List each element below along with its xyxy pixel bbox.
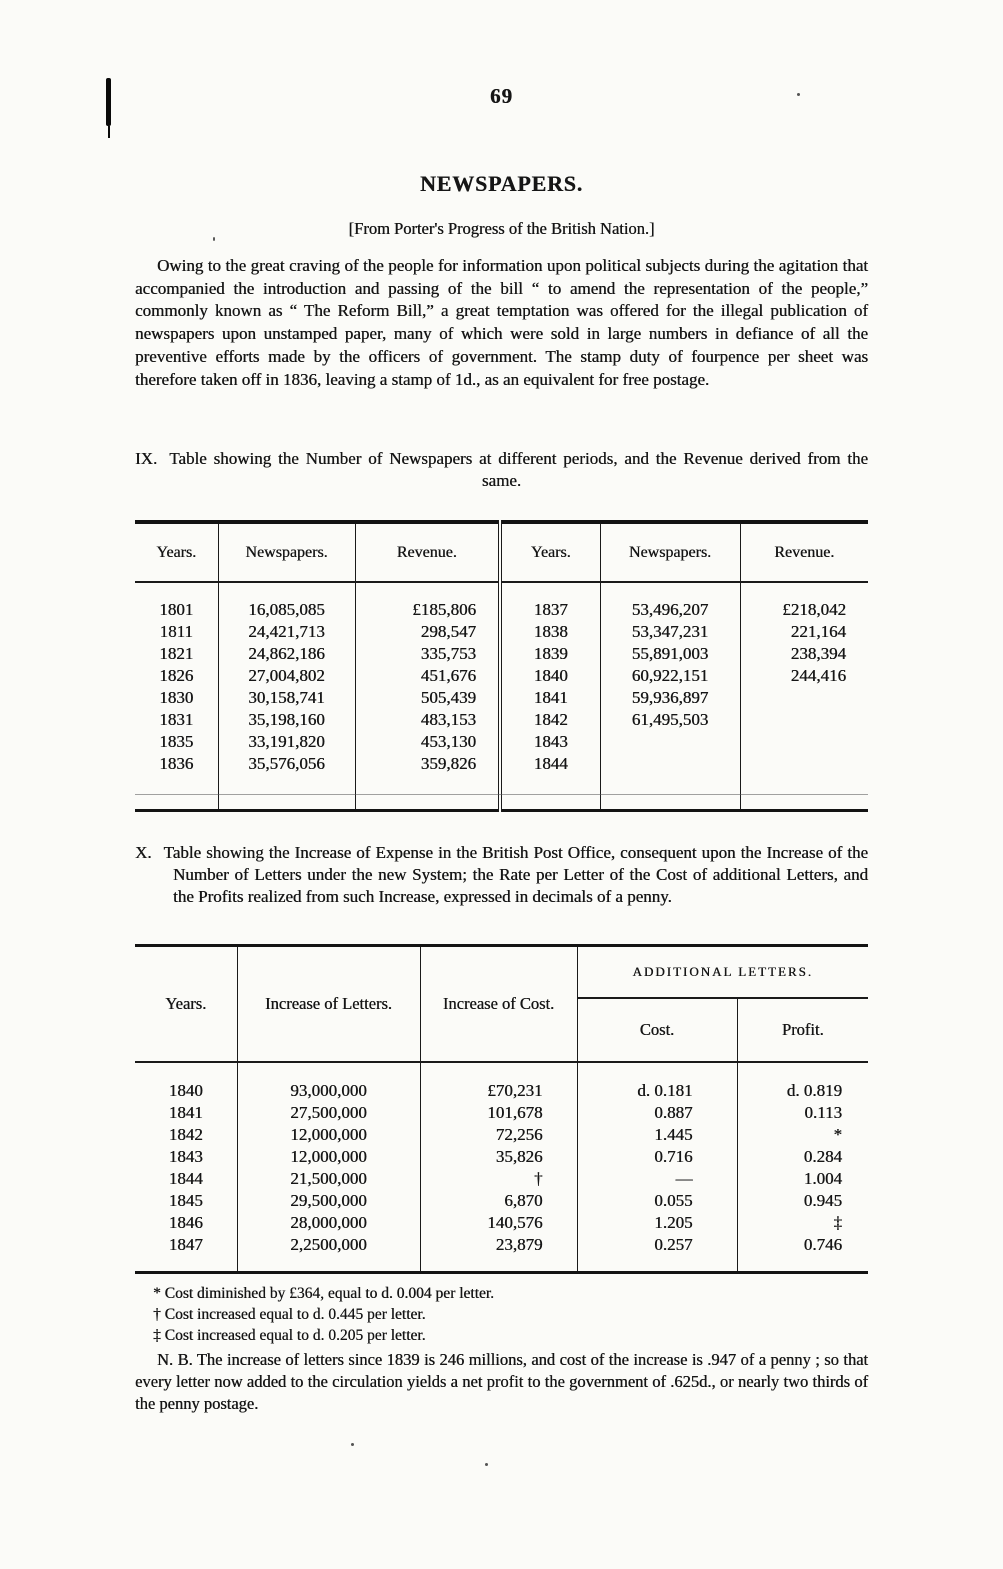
column-header-newspapers: Newspapers. xyxy=(600,522,740,582)
table-cell: 24,421,713 xyxy=(218,621,355,643)
source-attribution: [From Porter's Progress of the British Nation.] xyxy=(348,219,655,238)
table-cell: 16,085,085 xyxy=(218,582,355,621)
table-cell: 1840 xyxy=(500,665,600,687)
table-cell: 28,000,000 xyxy=(237,1212,420,1234)
table-cell: 505,439 xyxy=(355,687,500,709)
table-cell: 1831 xyxy=(159,710,194,729)
table-cell: — xyxy=(577,1168,737,1190)
table-header-row xyxy=(135,522,868,582)
table-cell: 53,347,231 xyxy=(600,621,740,643)
table10-caption xyxy=(135,842,868,907)
table-cell: 0.113 xyxy=(737,1102,868,1124)
table-cell: 1830 xyxy=(159,688,194,707)
table-cell: 30,158,741 xyxy=(218,687,355,709)
table-cell: 2,2500,000 xyxy=(237,1234,420,1273)
column-header-increase-cost: Increase of Cost. xyxy=(420,946,577,1063)
table-cell: 29,500,000 xyxy=(237,1190,420,1212)
table-cell: 35,198,160 xyxy=(218,709,355,731)
footnote-asterisk: * Cost diminished by £364, equal to d. 0.004 per letter. xyxy=(153,1285,494,1302)
ink-speck xyxy=(485,1463,488,1466)
column-header-additional-profit: Profit. xyxy=(737,998,868,1062)
table-cell: 27,004,802 xyxy=(218,665,355,687)
table-cell xyxy=(600,731,740,753)
table-cell: 27,500,000 xyxy=(237,1102,420,1124)
column-header-revenue: Revenue. xyxy=(740,522,868,582)
table-cell: 101,678 xyxy=(420,1102,577,1124)
table-row xyxy=(135,621,868,643)
footnotes xyxy=(153,1283,868,1346)
table-cell: 1841 xyxy=(168,1103,203,1122)
table-cell: 0.746 xyxy=(737,1234,868,1273)
table-cell: 1840 xyxy=(168,1081,203,1100)
table-cell: d. 0.819 xyxy=(737,1062,868,1102)
table-cell xyxy=(740,753,868,811)
footnote-double-dagger: ‡ Cost increased equal to d. 0.205 per letter. xyxy=(153,1327,426,1344)
table-cell: 1843 xyxy=(168,1147,203,1166)
table-cell: * xyxy=(737,1124,868,1146)
table-bottom-rule xyxy=(135,794,868,795)
table-cell: 335,753 xyxy=(355,643,500,665)
ink-speck xyxy=(351,1443,354,1446)
table-cell: 1844 xyxy=(500,753,600,811)
table-cell: ‡ xyxy=(737,1212,868,1234)
column-header-years: Years. xyxy=(135,522,218,582)
table-cell: 1821 xyxy=(159,644,194,663)
table-cell: 1845 xyxy=(168,1191,203,1210)
table-cell: 35,576,056 xyxy=(218,753,355,811)
table-cell: 0.257 xyxy=(577,1234,737,1273)
table-row xyxy=(135,731,868,753)
table-cell: 53,496,207 xyxy=(600,582,740,621)
column-header-newspapers: Newspapers. xyxy=(218,522,355,582)
column-header-years: Years. xyxy=(135,946,237,1063)
table-cell: 35,826 xyxy=(420,1146,577,1168)
table-cell: 12,000,000 xyxy=(237,1124,420,1146)
column-header-additional-letters: ADDITIONAL LETTERS. xyxy=(577,946,868,999)
table-cell: 33,191,820 xyxy=(218,731,355,753)
page-title: NEWSPAPERS. xyxy=(419,171,584,196)
table-row xyxy=(135,1190,868,1212)
table-cell: £185,806 xyxy=(355,582,500,621)
table-cell: 1811 xyxy=(159,622,193,641)
table-cell: 1847 xyxy=(168,1235,203,1254)
table-cell: 72,256 xyxy=(420,1124,577,1146)
table-cell: 24,862,186 xyxy=(218,643,355,665)
table-cell: 1843 xyxy=(500,731,600,753)
table-cell: 1844 xyxy=(168,1169,203,1188)
table-cell xyxy=(740,687,868,709)
table-cell: 483,153 xyxy=(355,709,500,731)
table-cell: 298,547 xyxy=(355,621,500,643)
table-cell: 21,500,000 xyxy=(237,1168,420,1190)
table9-caption xyxy=(135,448,868,492)
table-cell xyxy=(600,753,740,811)
table-cell: 1842 xyxy=(500,709,600,731)
table-row xyxy=(135,1102,868,1124)
table-cell: 0.945 xyxy=(737,1190,868,1212)
table-cell: 60,922,151 xyxy=(600,665,740,687)
post-office-expense-table xyxy=(135,944,868,1274)
table9-caption-text: Table showing the Number of Newspapers at different periods, and the Revenue derived from the same. xyxy=(169,449,868,490)
table-cell xyxy=(740,709,868,731)
table-cell: † xyxy=(420,1168,577,1190)
table-cell: 453,130 xyxy=(355,731,500,753)
table-cell: 0.716 xyxy=(577,1146,737,1168)
ink-mark xyxy=(108,126,110,138)
column-header-increase-letters: Increase of Letters. xyxy=(237,946,420,1063)
table-cell: 1842 xyxy=(168,1125,203,1144)
table-row xyxy=(135,643,868,665)
table-cell: £70,231 xyxy=(420,1062,577,1102)
table-row xyxy=(135,1212,868,1234)
table-cell: 23,879 xyxy=(420,1234,577,1273)
table-cell: 59,936,897 xyxy=(600,687,740,709)
column-header-additional-cost: Cost. xyxy=(577,998,737,1062)
table9-caption-label: IX. xyxy=(135,449,158,468)
table-cell: 1.205 xyxy=(577,1212,737,1234)
table-cell: 1835 xyxy=(159,732,194,751)
table-row xyxy=(135,687,868,709)
column-header-years: Years. xyxy=(500,522,600,582)
table-row xyxy=(135,1234,868,1273)
page-number: 69 xyxy=(490,84,513,108)
table-cell: 1836 xyxy=(159,754,194,773)
table-cell: 359,826 xyxy=(355,753,500,811)
table-cell: 1801 xyxy=(159,600,194,619)
table-cell: 0.284 xyxy=(737,1146,868,1168)
nota-bene-paragraph: N. B. The increase of letters since 1839 is 246 millions, and cost of the increase is .947 of a penny ; so that every letter now added to the circulation yields a net profit to the government of .625d., or nearly two thirds of the penny postage. xyxy=(135,1350,868,1413)
table-cell: 244,416 xyxy=(740,665,868,687)
table-row xyxy=(135,753,868,811)
table-cell: £218,042 xyxy=(740,582,868,621)
table-cell: 61,495,503 xyxy=(600,709,740,731)
table-row xyxy=(135,1168,868,1190)
table10-caption-label: X. xyxy=(135,843,152,862)
table-cell: 1839 xyxy=(500,643,600,665)
table-row xyxy=(135,709,868,731)
table-cell: 221,164 xyxy=(740,621,868,643)
table-cell xyxy=(740,731,868,753)
newspapers-revenue-table xyxy=(135,520,868,812)
table-cell: 1.004 xyxy=(737,1168,868,1190)
table-cell: 12,000,000 xyxy=(237,1146,420,1168)
table-cell: 0.887 xyxy=(577,1102,737,1124)
table-header-row xyxy=(135,946,868,999)
table-row xyxy=(135,665,868,687)
table-cell: 238,394 xyxy=(740,643,868,665)
table-cell: 1838 xyxy=(500,621,600,643)
table-row xyxy=(135,1062,868,1102)
table-cell: 55,891,003 xyxy=(600,643,740,665)
table-cell: 6,870 xyxy=(420,1190,577,1212)
table-cell: 1837 xyxy=(500,582,600,621)
footnote-dagger: † Cost increased equal to d. 0.445 per letter. xyxy=(153,1306,426,1323)
table-cell: 140,576 xyxy=(420,1212,577,1234)
table10-caption-text: Table showing the Increase of Expense in the British Post Office, consequent upon the Increase of the Number of Letters under the new System; the Rate per Letter of the Cost of additional Letters, and the Profits realized from such Increase, expressed in decimals of a penny. xyxy=(163,843,868,906)
table-cell: 1.445 xyxy=(577,1124,737,1146)
column-header-revenue: Revenue. xyxy=(355,522,500,582)
table-cell: 1826 xyxy=(159,666,194,685)
intro-paragraph: Owing to the great craving of the people for information upon political subjects during the agitation that accompanied the introduction and passing of the bill “ to amend the representation of the people,” commonly known as “ The Reform Bill,” a great temptation was offered for the illegal publication of newspapers upon unstamped paper, many of which were sold in large numbers in defiance of all the preventive efforts made by the officers of government. The stamp duty of fourpence per sheet was therefore taken off in 1836, leaving a stamp of 1d., as an equivalent for free postage. xyxy=(135,256,868,389)
table-cell: 93,000,000 xyxy=(237,1062,420,1102)
table-row xyxy=(135,1146,868,1168)
table-cell: 1846 xyxy=(168,1213,203,1232)
table-cell: 1841 xyxy=(500,687,600,709)
table-row xyxy=(135,582,868,621)
table-row xyxy=(135,1124,868,1146)
table-cell: d. 0.181 xyxy=(577,1062,737,1102)
table-cell: 451,676 xyxy=(355,665,500,687)
table-cell: 0.055 xyxy=(577,1190,737,1212)
